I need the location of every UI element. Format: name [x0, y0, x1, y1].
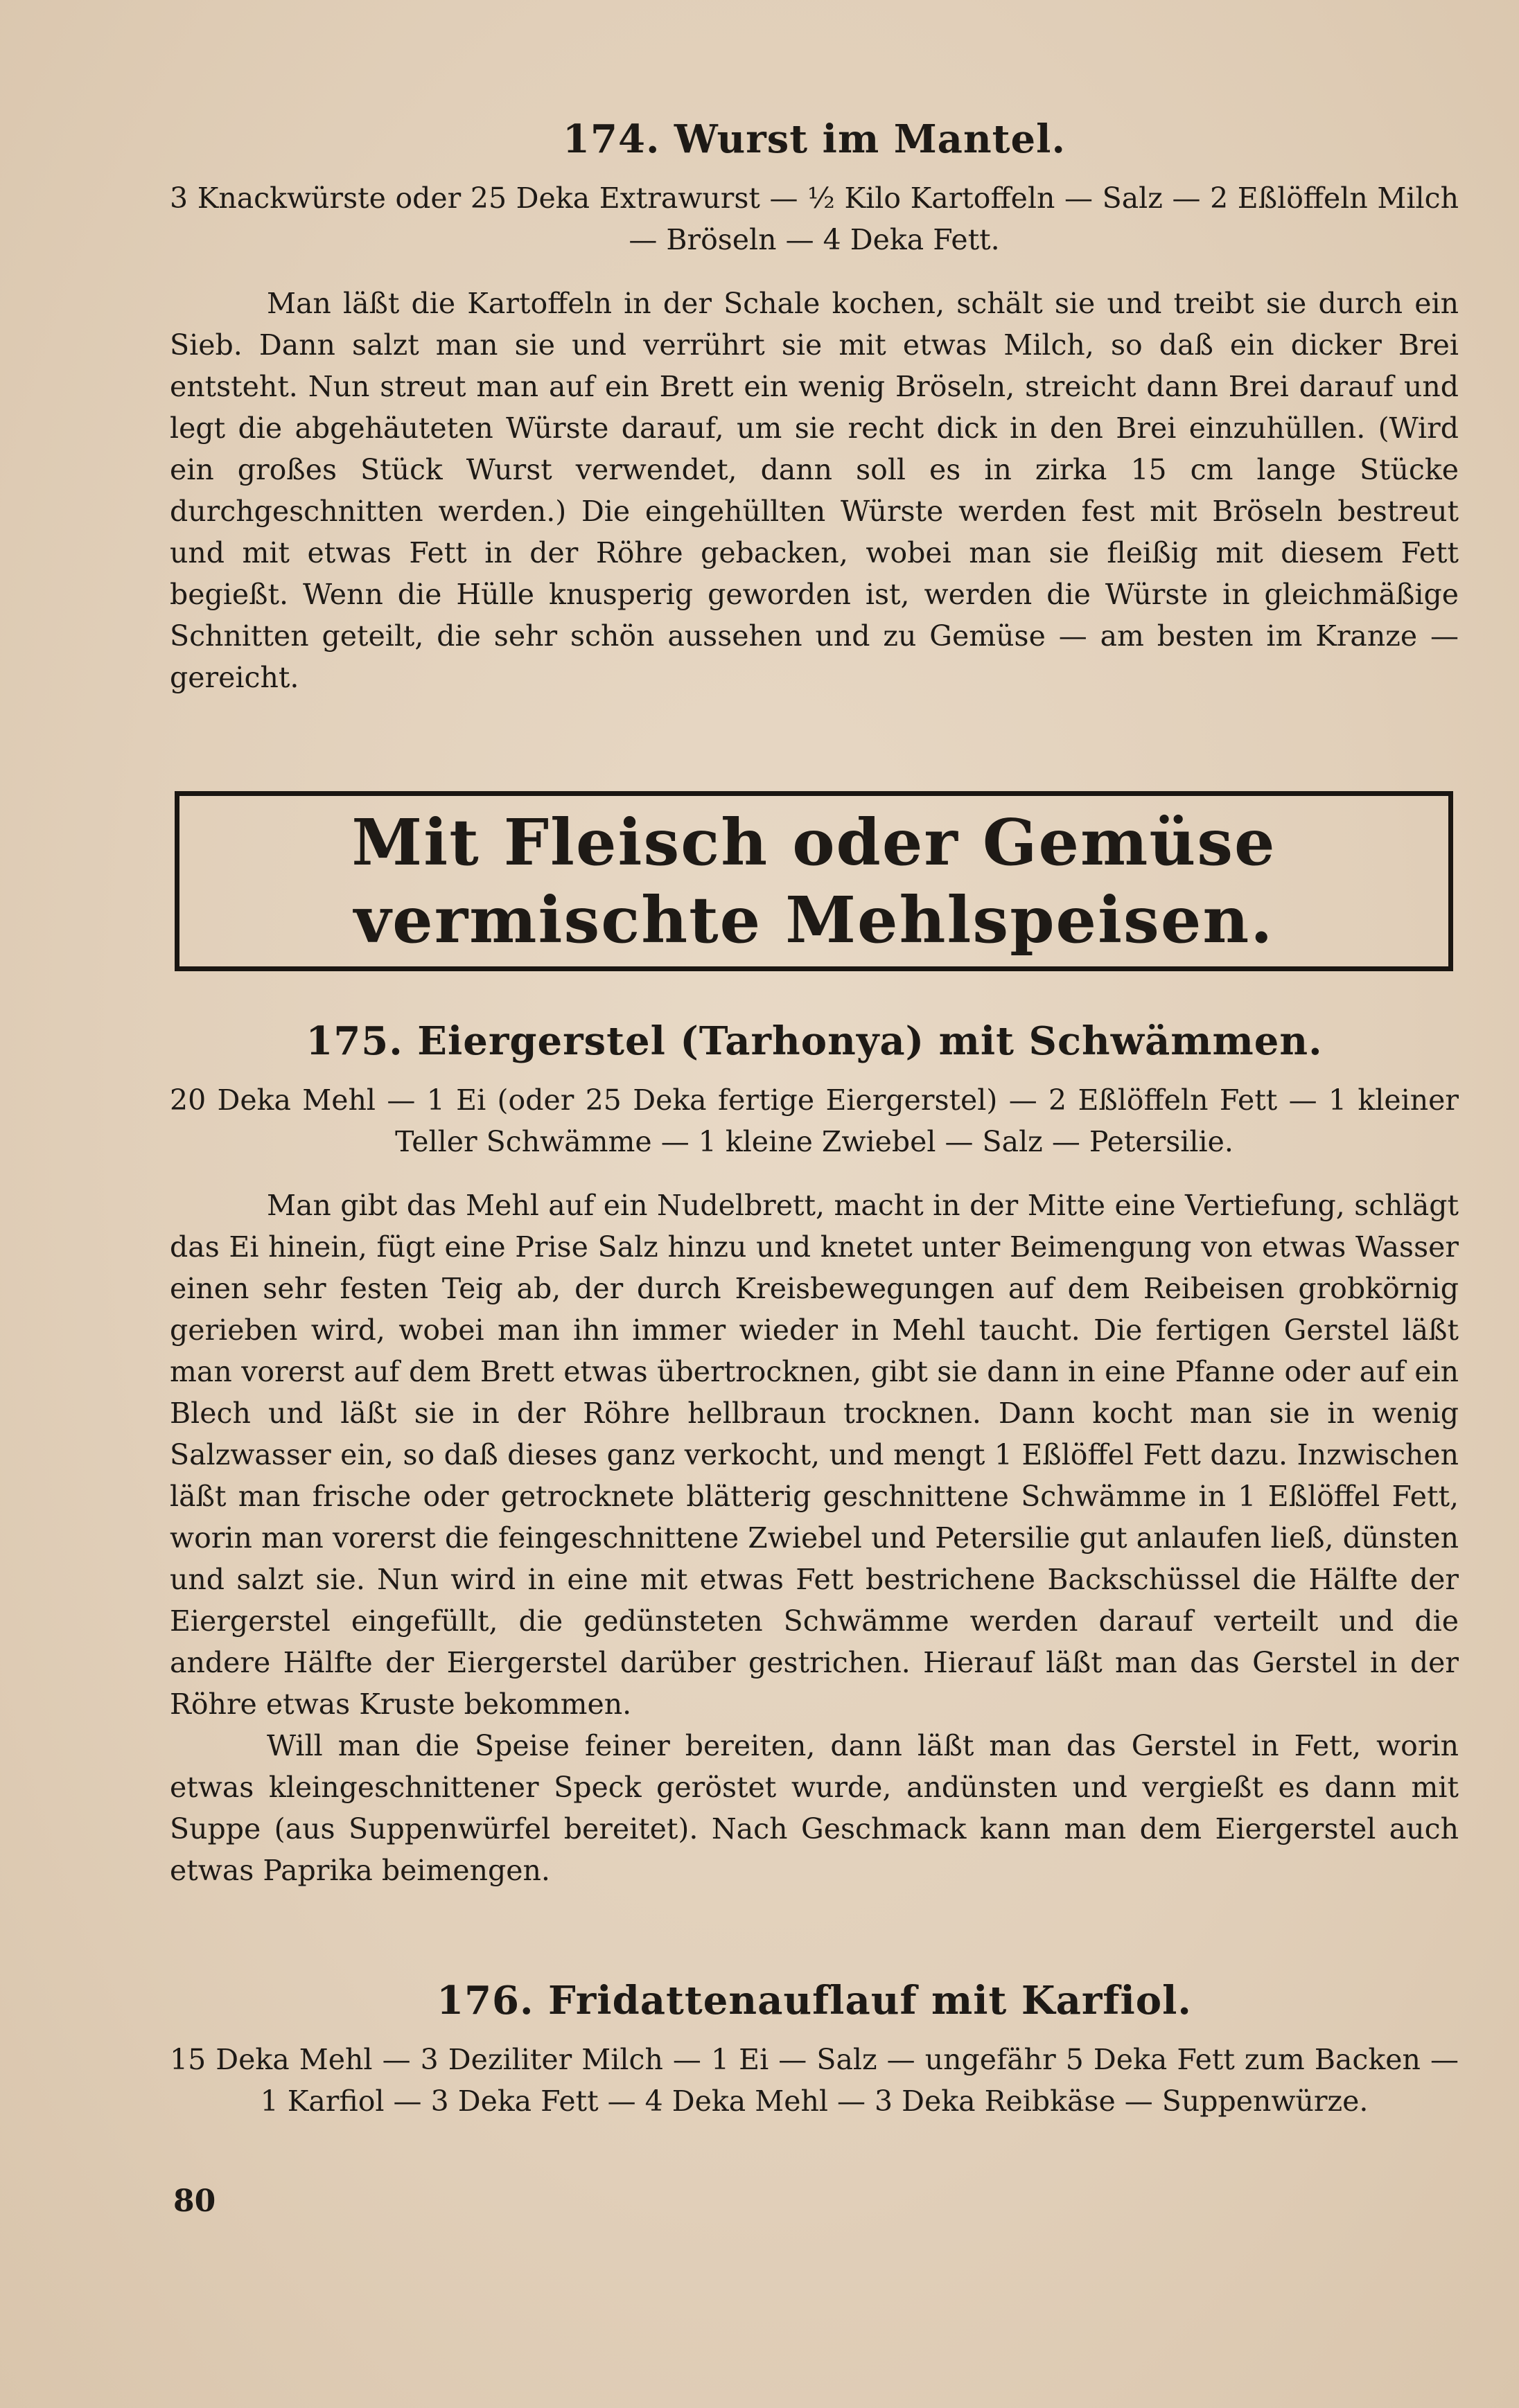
- recipe-title: 174. Wurst im Mantel.: [563, 116, 1066, 162]
- recipe-176: [170, 1978, 1459, 2122]
- recipe-title: 176. Fridattenauflauf mit Karfiol.: [437, 1978, 1192, 2024]
- recipe-title: 175. Eiergerstel (Tarhonya) mit Schwämmen.: [306, 1018, 1323, 1064]
- recipe-175: [170, 1018, 1459, 1891]
- recipe-174: [170, 116, 1459, 698]
- recipe-paragraph: Man gibt das Mehl auf ein Nudelbrett, macht in der Mitte eine Vertiefung, schlägt das Ei hinein, fügt eine Prise Salz hinzu und knetet unter Beimengung von etwas Wasser einen sehr festen Teig ab, der durch Kreisbewegungen auf dem Reibeisen grobkörnig gerieben wird, wobei man ihn immer wieder in Mehl taucht. Die fertigen Gerstel läßt man vorerst auf dem Brett etwas übertrocknen, gibt sie dann in eine Pfanne oder auf ein Blech und läßt sie in der Röhre hellbraun trocknen. Dann kocht man sie in wenig Salzwasser ein, so daß dieses ganz verkocht, und mengt 1 Eßlöffel Fett dazu. Inzwischen läßt man frische oder getrocknete blätterig geschnittene Schwämme in 1 Eßlöffel Fett, worin man vorerst die feingeschnittene Zwiebel und Petersilie gut anlaufen ließ, dünsten und salzt sie. Nun wird in eine mit etwas Fett bestrichene Backschüssel die Hälfte der Eiergerstel eingefüllt, die gedünsteten Schwämme werden darauf verteilt und die andere Hälfte der Eiergerstel darüber gestrichen. Hierauf läßt man das Gerstel in der Röhre etwas Kruste bekommen.: [170, 1189, 1459, 1721]
- recipe-paragraph: Will man die Speise feiner bereiten, dann läßt man das Gerstel in Fett, worin etwas kleingeschnittener Speck geröstet wurde, andünsten und vergießt es dann mit Suppe (aus Suppenwürfel bereitet). Nach Geschmack kann man dem Eiergerstel auch etwas Paprika beimengen.: [170, 1729, 1459, 1887]
- page-number: 80: [173, 2184, 216, 2219]
- recipe-paragraph: Man läßt die Kartoffeln in der Schale kochen, schält sie und treibt sie durch ein Sieb. Dann salzt man sie und verrührt sie mit etwas Milch, so daß ein dicker Brei entsteht. Nun streut man auf ein Brett ein wenig Bröseln, streicht dann Brei darauf und legt die abgehäuteten Würste darauf, um sie recht dick in den Brei einzuhüllen. (Wird ein großes Stück Wurst verwendet, dann soll es in zirka 15 cm lange Stücke durchgeschnitten werden.) Die eingehüllten Würste werden fest mit Bröseln bestreut und mit etwas Fett in der Röhre gebacken, wobei man sie fleißig mit diesem Fett begießt. Wenn die Hülle knusperig geworden ist, werden die Würste in gleichmäßige Schnitten geteilt, die sehr schön aussehen und zu Gemüse — am besten im Kranze — gereicht.: [170, 287, 1459, 694]
- ingredients-list: 15 Deka Mehl — 3 Deziliter Milch — 1 Ei — Salz — ungefähr 5 Deka Fett zum Backen — 1 Karfiol — 3 Deka Fett — 4 Deka Mehl — 3 Deka Reibkäse — Suppenwürze.: [170, 2043, 1459, 2118]
- section-title: Mit Fleisch oder Gemüse vermischte Mehlspeisen.: [351, 805, 1276, 957]
- section-header-box: [175, 791, 1453, 971]
- ingredients-list: 3 Knackwürste oder 25 Deka Extrawurst — ½ Kilo Kartoffeln — Salz — 2 Eßlöffeln Milch — Bröseln — 4 Deka Fett.: [170, 182, 1459, 256]
- ingredients-list: 20 Deka Mehl — 1 Ei (oder 25 Deka fertige Eiergerstel) — 2 Eßlöffeln Fett — 1 kleiner Teller Schwämme — 1 kleine Zwiebel — Salz — Petersilie.: [170, 1083, 1459, 1158]
